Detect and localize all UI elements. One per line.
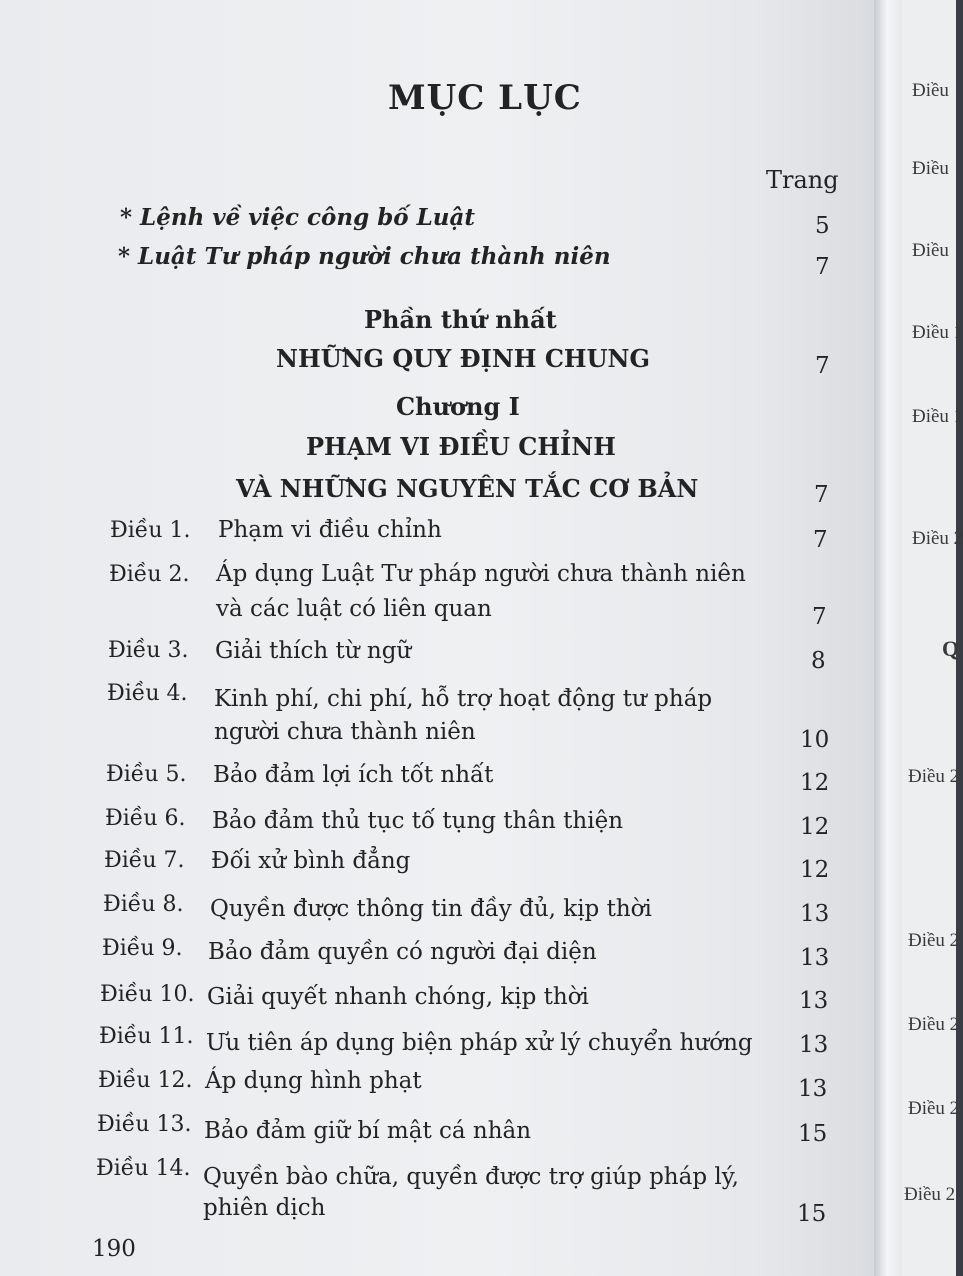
toc-page-number: 10 (800, 727, 830, 753)
chapter-label: Chương I (396, 392, 520, 421)
page-folio: 190 (92, 1236, 136, 1262)
facing-page-fragment: Điều 2 (908, 930, 960, 951)
article-title: Ưu tiên áp dụng biện pháp xử lý chuyển hướng (206, 1030, 753, 1056)
article-title: Áp dụng hình phạt (205, 1068, 422, 1094)
toc-page-number: 13 (798, 1076, 828, 1102)
facing-page-fragment: Điều (912, 158, 949, 179)
facing-page-fragment: Điều 1 (912, 406, 963, 427)
toc-page-number: 7 (813, 527, 828, 553)
article-label: Điều 11. (99, 1024, 194, 1049)
article-label: Điều 8. (103, 892, 184, 917)
article-label: Điều 4. (107, 681, 188, 706)
article-label: Điều 10. (100, 982, 195, 1007)
facing-page-edge (902, 0, 963, 1276)
article-label: Điều 3. (108, 638, 189, 663)
article-label: Điều 9. (102, 936, 183, 961)
article-label: Điều 13. (97, 1112, 192, 1137)
article-title: Kinh phí, chi phí, hỗ trợ hoạt động tư pháp (214, 686, 713, 712)
article-title: Quyền được thông tin đầy đủ, kịp thời (210, 896, 652, 922)
article-title: Áp dụng Luật Tư pháp người chưa thành niên (216, 561, 746, 587)
facing-page-fragment: Q (942, 636, 960, 661)
toc-page-number: 13 (800, 901, 830, 927)
toc-page-number: 12 (800, 770, 830, 796)
toc-page-number: 12 (800, 814, 830, 840)
facing-page-fragment: Điều 2 (912, 528, 963, 549)
facing-page-fragment: Điều 2 (908, 1098, 960, 1119)
article-label: Điều 1. (110, 518, 191, 543)
article-title-continued: người chưa thành niên (214, 719, 476, 745)
article-title: Bảo đảm giữ bí mật cá nhân (204, 1118, 532, 1144)
article-title: Bảo đảm thủ tục tố tụng thân thiện (212, 808, 624, 834)
toc-page-number: 12 (800, 857, 830, 883)
article-title: Đối xử bình đẳng (211, 848, 411, 874)
facing-page-fragment: Điều (912, 240, 949, 261)
toc-page-number: 8 (811, 648, 826, 674)
facing-page-fragment: Điều 2 (908, 766, 960, 787)
article-title: Giải quyết nhanh chóng, kịp thời (207, 984, 589, 1010)
article-label: Điều 2. (109, 562, 190, 587)
facing-page-fragment: Điều 2 (908, 1014, 960, 1035)
article-label: Điều 7. (104, 848, 185, 873)
toc-page-number: 7 (812, 604, 827, 630)
article-title-continued: phiên dịch (203, 1195, 326, 1221)
toc-intro-item: * Luật Tư pháp người chưa thành niên (118, 243, 611, 270)
chapter-title-line: VÀ NHỮNG NGUYÊN TẮC CƠ BẢN (236, 474, 699, 503)
article-label: Điều 5. (106, 762, 187, 787)
article-title: Giải thích từ ngữ (215, 638, 412, 664)
toc-page-number: 7 (815, 254, 830, 280)
article-label: Điều 12. (98, 1068, 193, 1093)
part-label: Phần thứ nhất (364, 305, 557, 334)
toc-intro-item: * Lệnh về việc công bố Luật (120, 204, 476, 231)
article-label: Điều 14. (96, 1156, 191, 1181)
page-title: MỤC LỤC (388, 78, 582, 118)
toc-page-number: 15 (797, 1201, 827, 1227)
chapter-title-line: PHẠM VI ĐIỀU CHỈNH (306, 432, 616, 461)
toc-page-number: 7 (814, 482, 829, 508)
article-label: Điều 6. (105, 806, 186, 831)
article-title: Quyền bào chữa, quyền được trợ giúp pháp lý, (203, 1164, 739, 1190)
toc-page-number: 7 (815, 353, 830, 379)
toc-page-number: 5 (815, 213, 830, 239)
facing-page-fragment: Điều (912, 80, 949, 101)
page-column-header: Trang (766, 166, 839, 194)
toc-page-number: 13 (799, 988, 829, 1014)
toc-page-number: 13 (799, 1032, 829, 1058)
toc-page-number: 15 (798, 1121, 828, 1147)
article-title-continued: và các luật có liên quan (216, 596, 492, 622)
article-title: Bảo đảm quyền có người đại diện (208, 939, 597, 965)
facing-page-fragment: Điều 1 (912, 322, 963, 343)
article-title: Phạm vi điều chỉnh (218, 517, 442, 543)
facing-page-fragment: Điều 2 (904, 1184, 956, 1205)
toc-page-number: 13 (800, 945, 830, 971)
part-title: NHỮNG QUY ĐỊNH CHUNG (276, 344, 650, 373)
article-title: Bảo đảm lợi ích tốt nhất (213, 762, 494, 788)
